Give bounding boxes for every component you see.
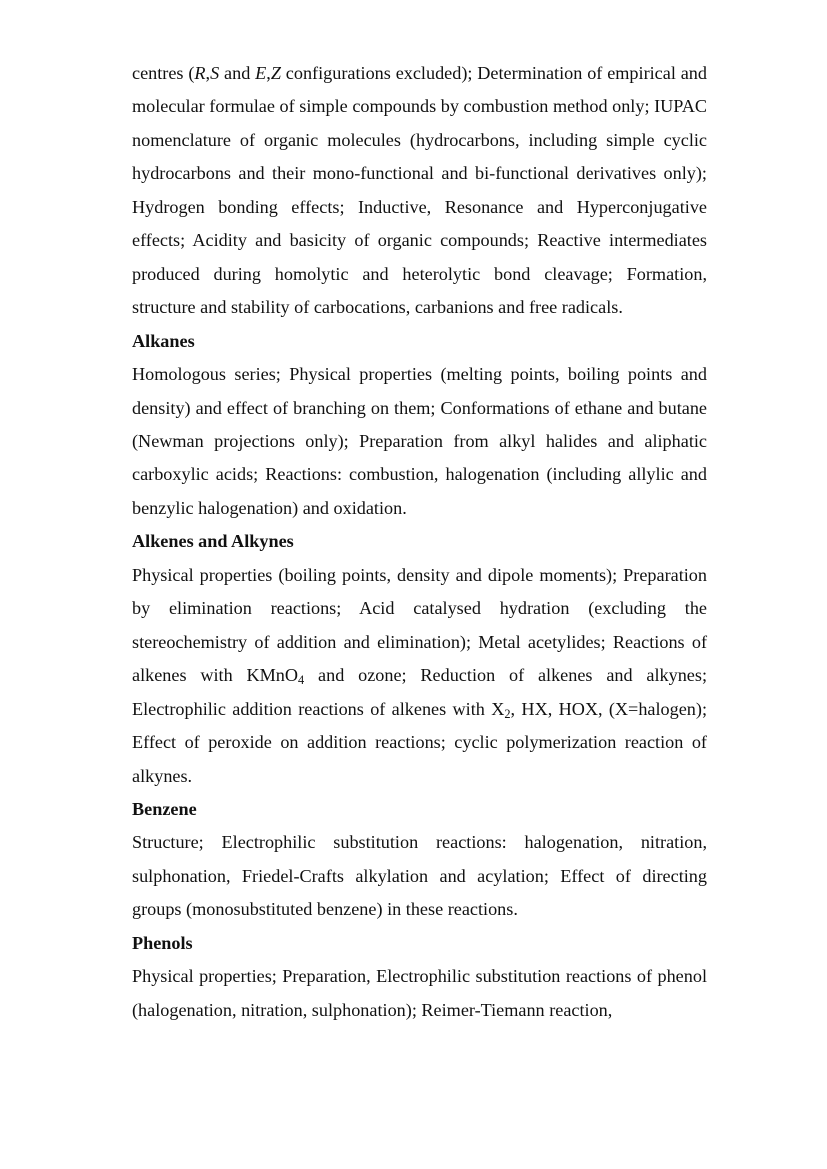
phenols-paragraph: Physical properties; Preparation, Electrophilic substitution reactions of phenol (halogenation, nitration, sulphonation); Reimer-Tiemann reaction, [132,966,707,1020]
text-run: , [266,63,271,83]
intro-paragraph [132,57,707,325]
heading-alkanes: Alkanes [132,330,195,351]
subscript-2: 2 [504,706,511,721]
heading-alkenes-alkynes: Alkenes and Alkynes [132,531,294,552]
text-run: , HX, HOX, (X=halogen); Effect of peroxide on addition reactions; cyclic polymerization reaction of alkynes. [132,698,707,786]
alkanes-paragraph: Homologous series; Physical properties (melting points, boiling points and density) and effect of branching on them; Conformations of ethane and butane (Newman projections only); Preparation from alkyl halides and aliphatic carboxylic acids; Reactions: combustion, halogenation (including allylic and benzylic halogenation) and oxidation. [132,364,707,518]
benzene-paragraph: Structure; Electrophilic substitution reactions: halogenation, nitration, sulphonation, Friedel-Crafts alkylation and acylation; Effect of directing groups (monosubstituted benzene) in these reactions. [132,832,707,920]
text-run: , [205,63,211,83]
text-run: Physical properties (boiling points, density and dipole moments); Preparation by elimination reactions; Acid catalysed hydration (excluding the stereochemistry of addition and elimination); Metal acetylides; Reactions of alkenes with KMnO [132,564,707,686]
italic-s: S [210,63,220,83]
heading-phenols: Phenols [132,932,193,953]
document-page [132,57,707,1027]
italic-z: Z [270,63,281,83]
text-run: and [219,63,256,83]
heading-benzene: Benzene [132,798,197,819]
text-run: and ozone; Reduction of alkenes and alkynes; Electrophilic addition reactions of alkenes with X [132,665,707,719]
italic-r: R [194,63,206,83]
italic-e: E [255,63,267,83]
alkenes-paragraph [132,559,707,793]
text-run: centres ( [132,63,195,83]
subscript-4: 4 [298,673,305,688]
text-run: configurations excluded); Determination of empirical and molecular formulae of simple compounds by combustion method only; IUPAC nomenclature of organic molecules (hydrocarbons, including simple cyclic hydrocarbons and their mono-functional and bi-functional derivatives only); Hydrogen bonding effects; Inductive, Resonance and Hyperconjugative effects; Acidity and basicity of organic compounds; Reactive intermediates produced during homolytic and heterolytic bond cleavage; Formation, structure and stability of carbocations, carbanions and free radicals. [132,63,707,318]
